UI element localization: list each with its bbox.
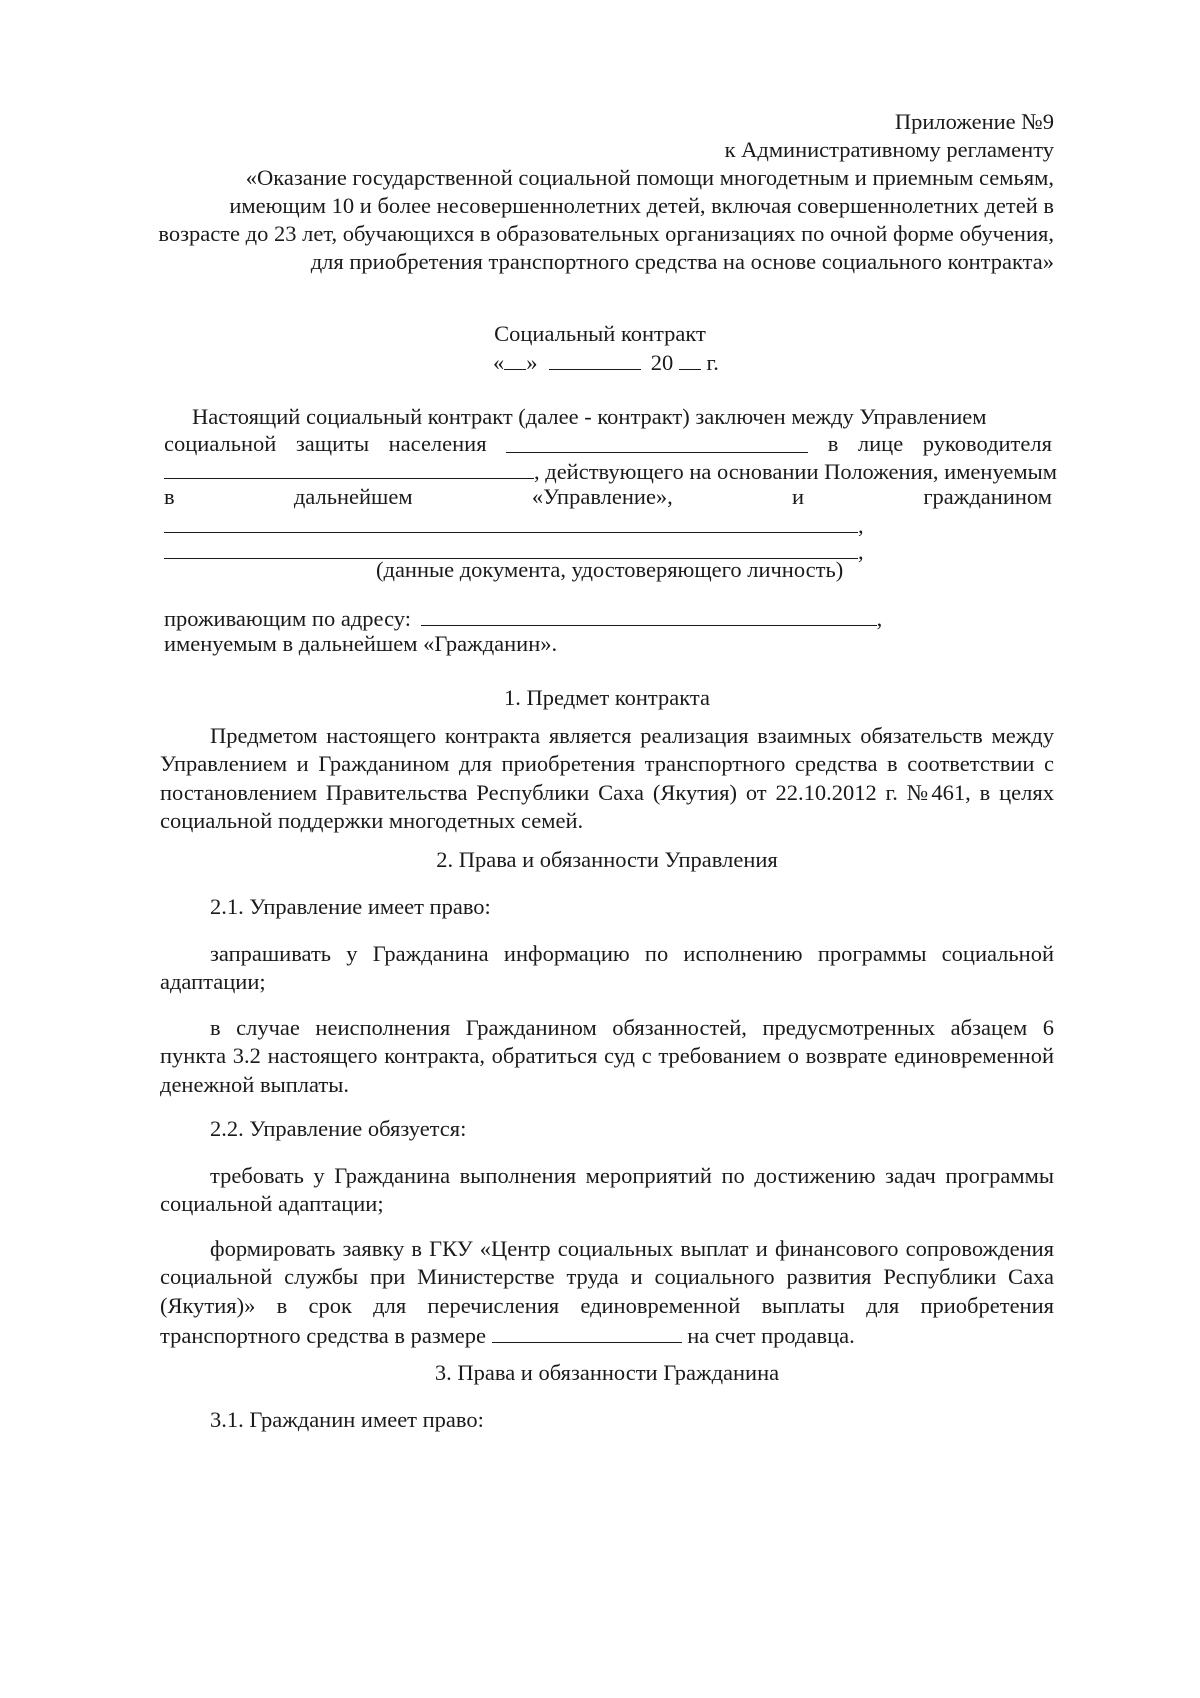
word: гражданином — [923, 484, 1052, 509]
section-3-1-heading: 3.1. Гражданин имеет право: — [210, 1407, 484, 1432]
date-year-prefix: 20 — [650, 350, 674, 375]
section-1-text: Предметом настоящего контракта является реализация взаимных обязательств между Управлением и Гражданином для приобретения транспортного средства в соответствии с постановлением Правительства Республики Саха (Якутия) от 22.10.2012 г. №461, в целях социальной поддержки многодетных семей. — [160, 723, 1054, 833]
address-line — [164, 603, 882, 633]
citizen-name-blank — [164, 510, 858, 533]
payment-amount-blank — [492, 1320, 682, 1343]
address-blank — [421, 603, 877, 626]
preamble-line-3 — [164, 456, 1057, 486]
date-year-blank — [679, 347, 701, 370]
date-quote-close: » — [526, 350, 538, 375]
header-line-title-1: «Оказание государственной социальной помощи многодетным и приемным семьям, — [245, 165, 1054, 190]
section-2-heading: 2. Права и обязанности Управления — [436, 847, 778, 872]
word: руководителя — [922, 431, 1052, 456]
contract-title: Социальный контракт — [494, 321, 706, 346]
address-label: проживающим по адресу: — [164, 606, 411, 631]
header-line-regulation: к Административному регламенту — [724, 137, 1054, 162]
word: лице — [857, 431, 904, 456]
date-quote-open: « — [493, 350, 505, 375]
header-line-title-2: имеющим 10 и более несовершеннолетних детей, включая совершеннолетних детей в — [229, 193, 1054, 218]
preamble-line-1: Настоящий социальный контракт (далее - контракт) заключен между Управлением — [192, 404, 987, 429]
contract-date — [493, 347, 719, 377]
word: в — [164, 484, 175, 509]
section-2-2-p1: требовать у Гражданина выполнения мероприятий по достижению задач программы социальной адаптации; — [160, 1163, 1054, 1217]
section-2-2-p2 — [160, 1235, 1054, 1350]
comma: , — [858, 513, 864, 538]
word: дальнейшем — [293, 484, 413, 509]
preamble-line-2 — [164, 430, 1052, 458]
word: защиты — [295, 431, 370, 456]
header-line-title-3: возрасте до 23 лет, обучающихся в образовательных организациях по очной форме обучения, — [158, 221, 1054, 246]
section-1-heading: 1. Предмет контракта — [504, 685, 710, 710]
header-line-title-4: для приобретения транспортного средства на основе социального контракта» — [310, 249, 1054, 274]
word: населения — [388, 431, 487, 456]
section-2-2-heading: 2.2. Управление обязуется: — [210, 1116, 467, 1141]
document-hint: (данные документа, удостоверяющего личность) — [376, 557, 844, 582]
section-2-2-p2-tail: на счет продавца. — [687, 1322, 855, 1348]
comma: , — [876, 606, 883, 631]
date-month-blank — [549, 347, 641, 370]
section-2-1-p1: запрашивать у Гражданина информацию по исполнению программы социальной адаптации; — [160, 941, 1054, 995]
date-day-blank — [504, 347, 526, 370]
section-2-1-p2: в случае неисполнения Гражданином обязанностей, предусмотренных абзацем 6 пункта 3.2 настоящего контракта, обратиться суд с требованием о возврате единовременной денежной выплаты. — [160, 1015, 1054, 1097]
word: в — [827, 431, 839, 456]
date-year-suffix: г. — [706, 350, 719, 375]
comma: , — [858, 539, 864, 564]
head-name-blank — [164, 456, 534, 479]
header-line-appendix: Приложение №9 — [894, 109, 1054, 134]
named-citizen: именуемым в дальнейшем «Гражданин». — [164, 631, 558, 656]
section-3-heading: 3. Права и обязанности Гражданина — [434, 1360, 780, 1385]
word: и — [792, 484, 805, 509]
section-2-1-heading: 2.1. Управление имеет право: — [210, 894, 491, 919]
word: «Управление», — [531, 484, 673, 509]
preamble-line-4 — [164, 483, 1052, 511]
department-blank — [506, 430, 808, 453]
preamble-line-3-text: , действующего на основании Положения, именуемым — [534, 459, 1057, 484]
word: социальной — [164, 431, 277, 456]
section-2-2-p2-text: формировать заявку в ГКУ «Центр социальных выплат и финансового сопровождения социальной службы при Министерстве труда и социального развития Республики Саха (Якутия)» в срок для перечисления единовременной выплаты для приобретения транспортного средства в размере — [160, 1236, 1054, 1348]
